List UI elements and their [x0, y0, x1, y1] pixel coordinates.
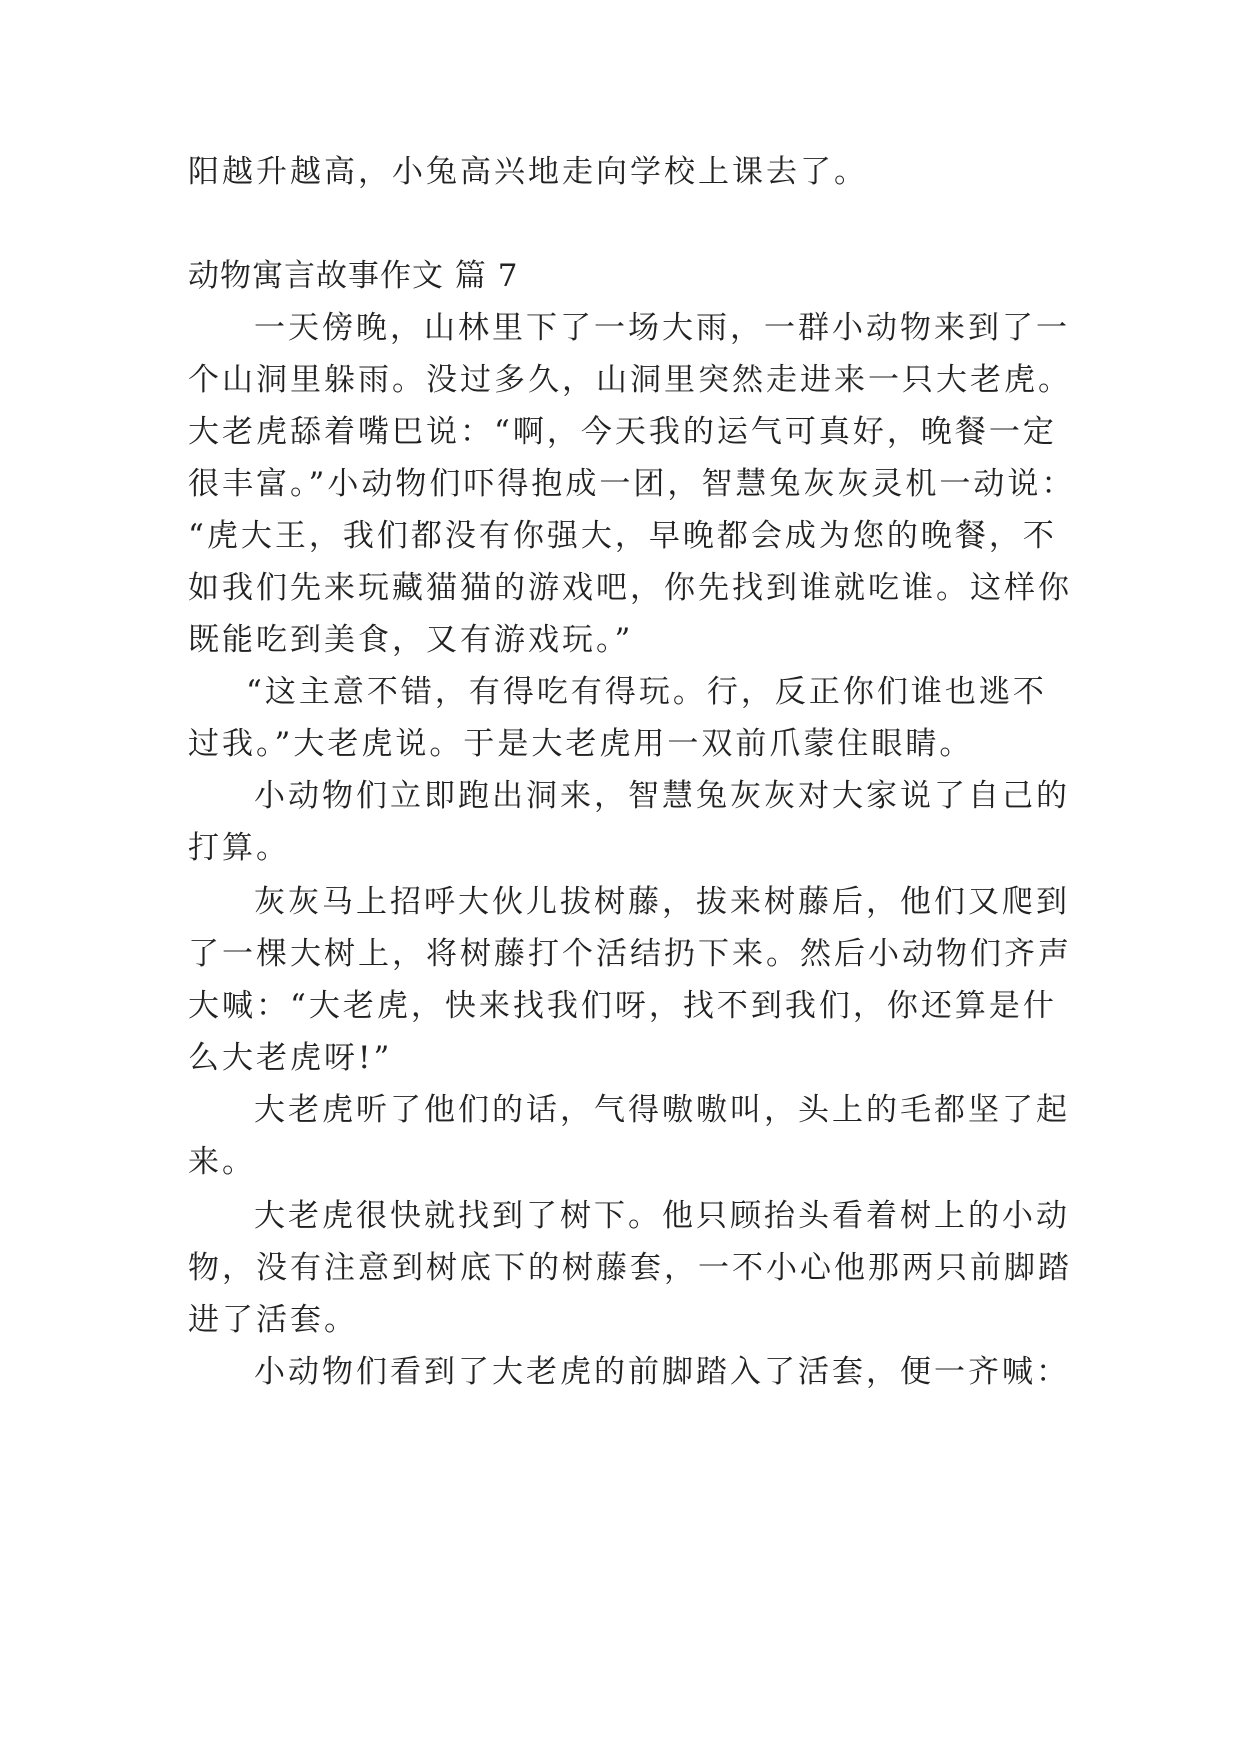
paragraph-line: 一天傍晚，山林里下了一场大雨，一群小动物来到了一 — [254, 310, 1070, 346]
paragraph-line: 灰灰马上招呼大伙儿拔树藤，拔来树藤后，他们又爬到 — [254, 884, 1070, 920]
paragraph-line: 进了活套。 — [188, 1302, 358, 1338]
paragraph-line: 大喊：“大老虎，快来找我们呀，找不到我们，你还算是什 — [188, 988, 1057, 1024]
paragraph-line: 物，没有注意到树底下的树藤套，一不小心他那两只前脚踏 — [188, 1250, 1072, 1286]
paragraph-line: 大老虎很快就找到了树下。他只顾抬头看着树上的小动 — [254, 1198, 1070, 1234]
paragraph-line: 如我们先来玩藏猫猫的游戏吧，你先找到谁就吃谁。这样你 — [188, 570, 1072, 606]
paragraph-line: 了一棵大树上，将树藤打个活结扔下来。然后小动物们齐声 — [188, 936, 1072, 972]
paragraph-line: 么大老虎呀!” — [188, 1040, 393, 1076]
paragraph-line: 来。 — [188, 1144, 256, 1180]
paragraph-line: 既能吃到美食，又有游戏玩。” — [188, 622, 634, 658]
paragraph-line: 小动物们看到了大老虎的前脚踏入了活套，便一齐喊： — [254, 1354, 1070, 1390]
paragraph-line: 大老虎舔着嘴巴说：“啊，今天我的运气可真好，晚餐一定 — [188, 414, 1057, 450]
paragraph-line: “这主意不错，有得吃有得玩。行，反正你们谁也逃不 — [246, 674, 1047, 710]
section-title: 动物寓言故事作文 篇 7 — [188, 258, 519, 294]
intro-line: 阳越升越高，小兔高兴地走向学校上课去了。 — [188, 154, 868, 190]
paragraph-line: 打算。 — [188, 830, 290, 866]
paragraph-line: 过我。”大老虎说。于是大老虎用一双前爪蒙住眼睛。 — [188, 726, 974, 762]
paragraph-line: 很丰富。”小动物们吓得抱成一团，智慧兔灰灰灵机一动说： — [188, 466, 1076, 502]
paragraph-line: 个山洞里躲雨。没过多久，山洞里突然走进来一只大老虎。 — [188, 362, 1072, 398]
paragraph-line: “虎大王，我们都没有你强大，早晚都会成为您的晚餐，不 — [188, 518, 1057, 554]
paragraph-line: 小动物们立即跑出洞来，智慧兔灰灰对大家说了自己的 — [254, 778, 1070, 814]
paragraph-line: 大老虎听了他们的话，气得嗷嗷叫，头上的毛都坚了起 — [254, 1092, 1070, 1128]
